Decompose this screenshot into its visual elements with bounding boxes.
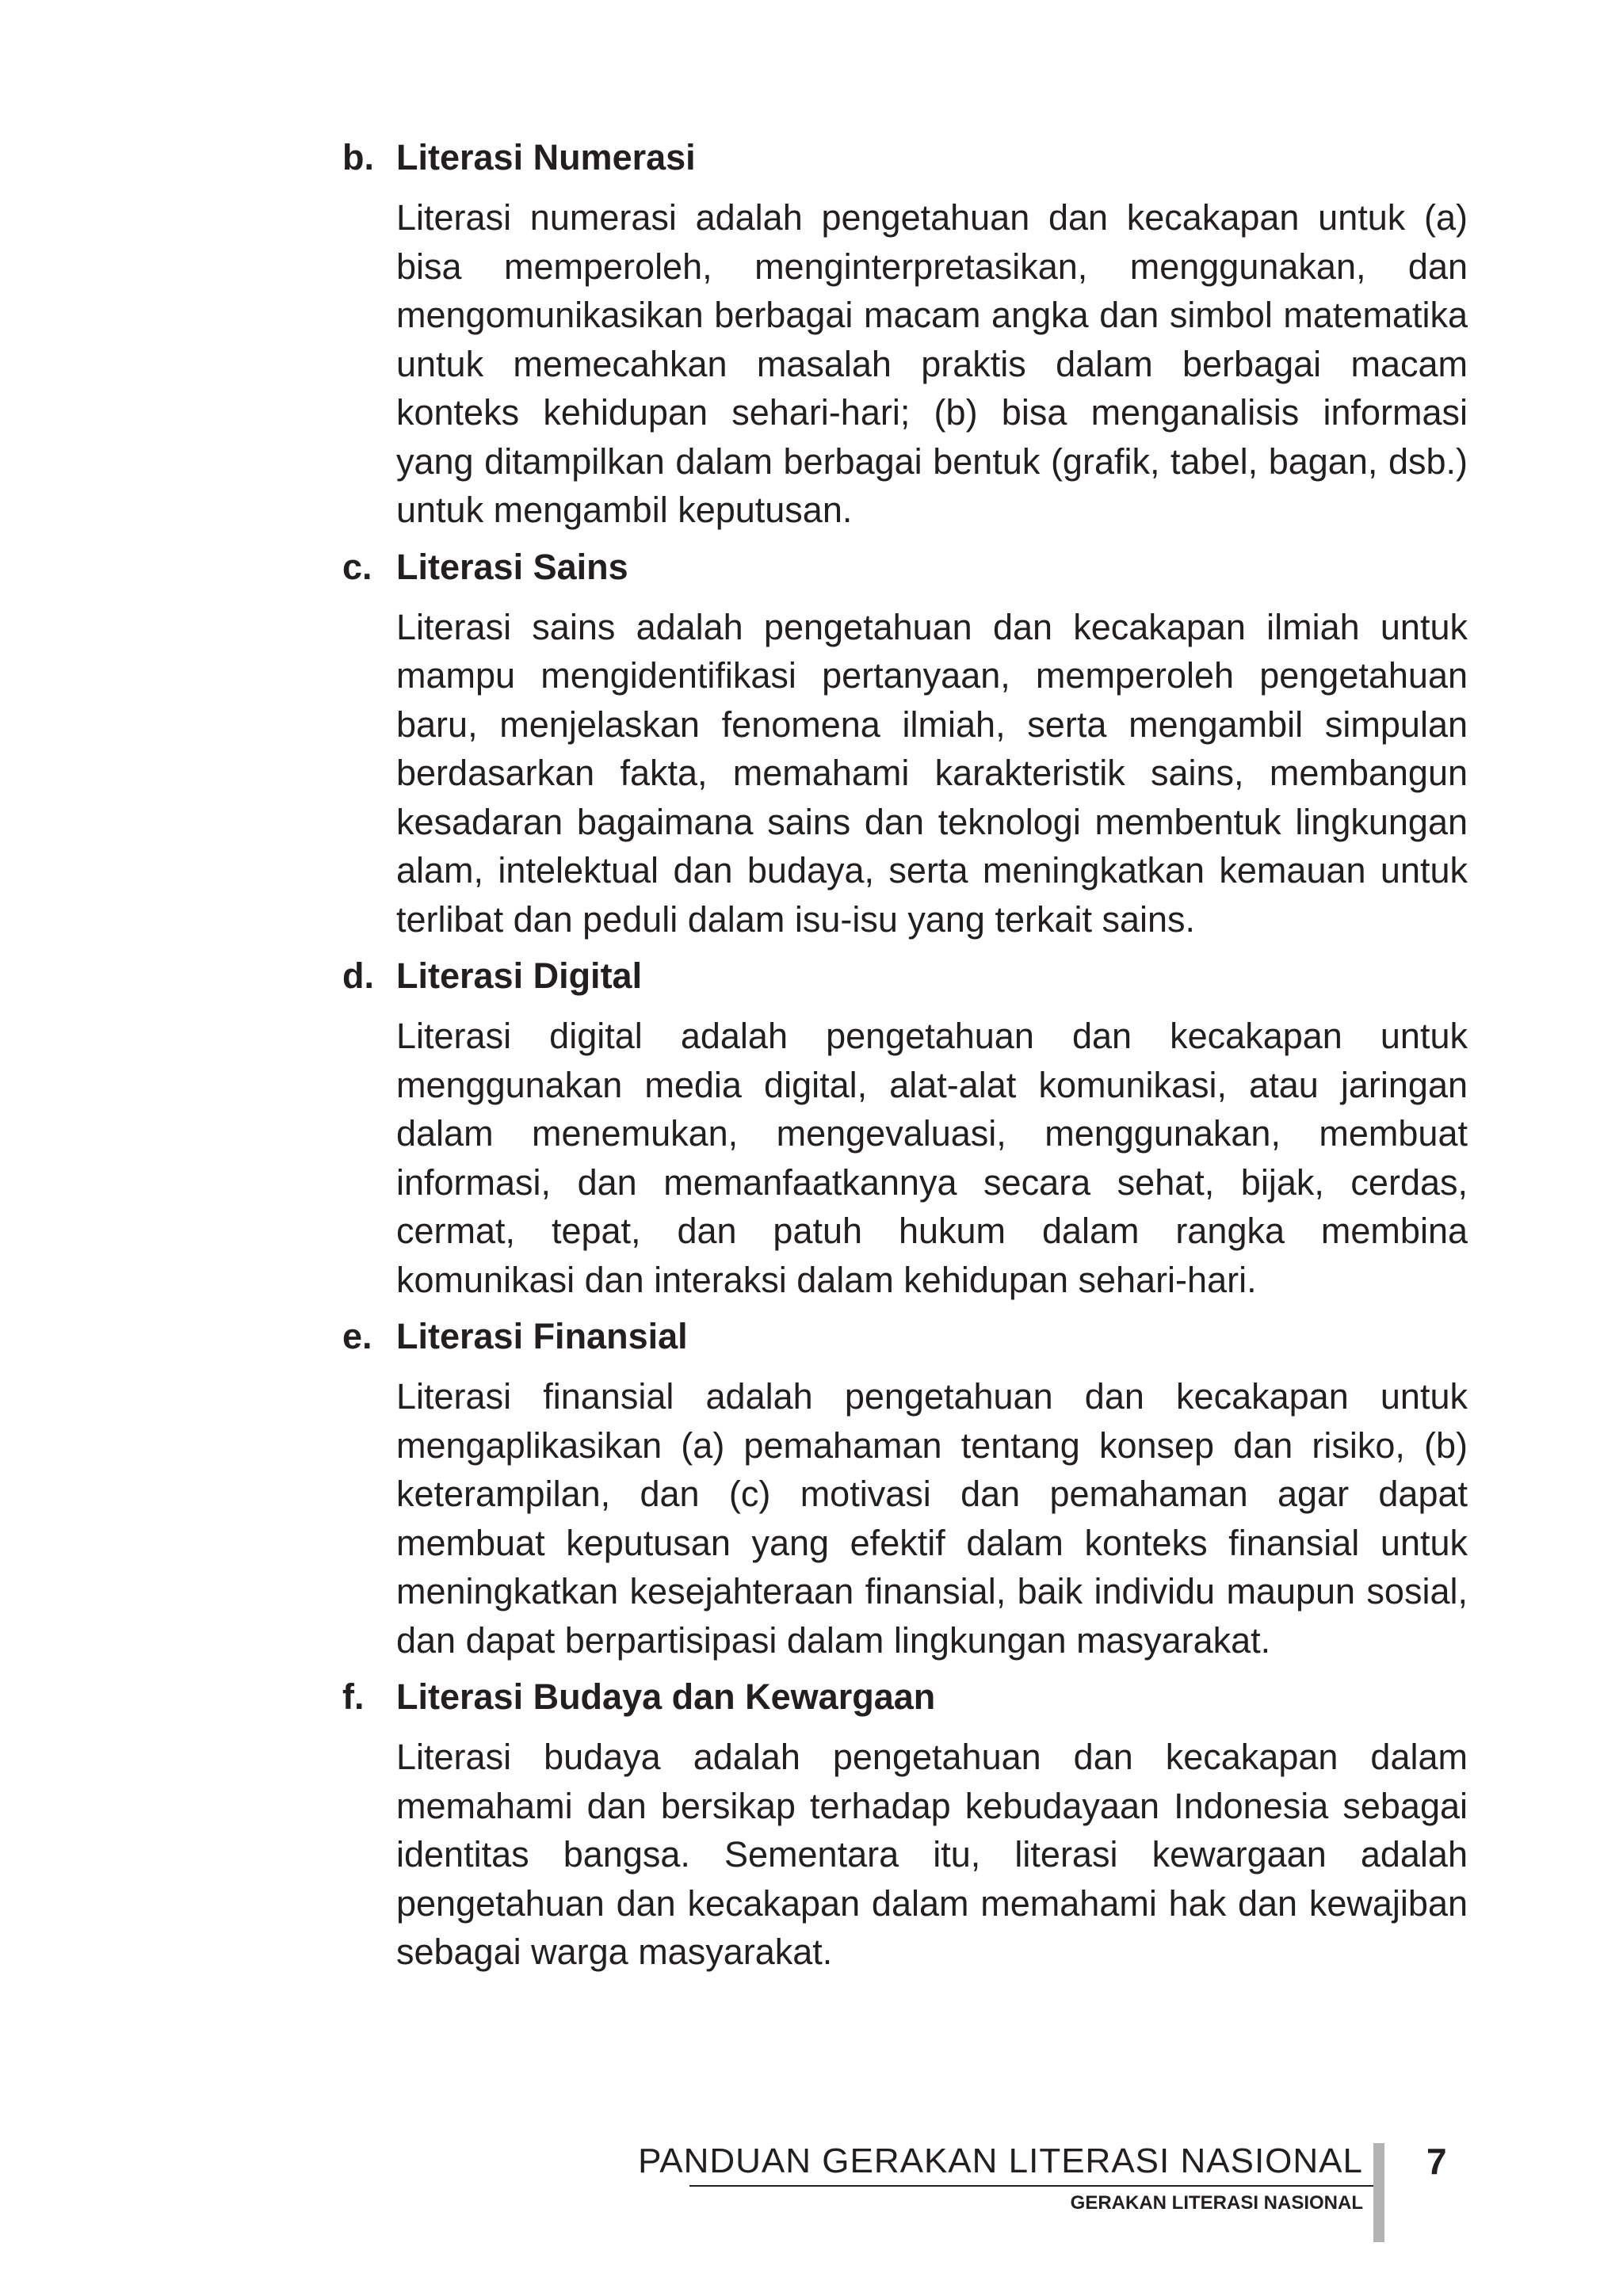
- footer-title: PANDUAN GERAKAN LITERASI NASIONAL: [638, 2142, 1363, 2180]
- section-paragraph: Literasi sains adalah pengetahuan dan kecakapan ilmiah untuk mampu mengidentifikasi pertanyaan, memperoleh pengetahuan baru, menjelaskan fenomena ilmiah, serta mengambil simpulan berdasarkan fakta, memahami karakteristik sains, membangun kesadaran bagaimana sains dan teknologi membentuk lingkungan alam, intelektual dan budaya, serta meningkatkan kemauan untuk terlibat dan peduli dalam isu-isu yang terkait sains.: [396, 606, 1468, 940]
- list-marker: c.: [342, 546, 372, 587]
- section-heading: [342, 952, 1468, 1001]
- section-title: Literasi Budaya dan Kewargaan: [396, 1676, 936, 1717]
- section-paragraph: Literasi finansial adalah pengetahuan dan kecakapan untuk mengaplikasikan (a) pemahaman tentang konsep dan risiko, (b) keterampilan, dan (c) motivasi dan pemahaman agar dapat membuat keputusan yang efektif dalam konteks finansial untuk meningkatkan kesejahteraan finansial, baik individu maupun sosial, dan dapat berpartisipasi dalam lingkungan masyarakat.: [396, 1376, 1468, 1661]
- section-sains: [342, 543, 1468, 944]
- section-heading: [342, 1312, 1468, 1361]
- section-heading: [342, 543, 1468, 592]
- section-digital: [342, 952, 1468, 1304]
- section-paragraph: Literasi numerasi adalah pengetahuan dan kecakapan untuk (a) bisa memperoleh, menginterpretasikan, menggunakan, dan mengomunikasikan berbagai macam angka dan simbol matematika untuk memecahkan masalah praktis dalam berbagai macam konteks kehidupan sehari-hari; (b) bisa menganalisis informasi yang ditampilkan dalam berbagai bentuk (grafik, tabel, bagan, dsb.) untuk mengambil keputusan.: [396, 197, 1468, 530]
- section-heading: [342, 133, 1468, 182]
- section-paragraph: Literasi budaya adalah pengetahuan dan kecakapan dalam memahami dan bersikap terhadap kebudayaan Indonesia sebagai identitas bangsa. Sementara itu, literasi kewargaan adalah pengetahuan dan kecakapan dalam memahami hak dan kewajiban sebagai warga masyarakat.: [396, 1737, 1468, 1972]
- list-marker: e.: [342, 1316, 372, 1356]
- section-title: Literasi Numerasi: [396, 137, 696, 177]
- section-title: Literasi Sains: [396, 546, 628, 587]
- footer-subtitle: GERAKAN LITERASI NASIONAL: [1070, 2192, 1363, 2214]
- section-title: Literasi Finansial: [396, 1316, 688, 1356]
- list-marker: f.: [342, 1676, 365, 1717]
- section-title: Literasi Digital: [396, 955, 643, 996]
- list-marker: d.: [342, 955, 374, 996]
- section-budaya-kewargaan: [342, 1672, 1468, 1977]
- section-finansial: [342, 1312, 1468, 1665]
- section-numerasi: [342, 133, 1468, 535]
- footer-divider: [689, 2185, 1377, 2187]
- footer-vertical-bar: [1373, 2143, 1384, 2242]
- page-number: 7: [1426, 2141, 1447, 2182]
- document-body: [342, 133, 1468, 1977]
- list-marker: b.: [342, 137, 374, 177]
- section-heading: [342, 1672, 1468, 1722]
- section-paragraph: Literasi digital adalah pengetahuan dan kecakapan untuk menggunakan media digital, alat-alat komunikasi, atau jaringan dalam menemukan, mengevaluasi, menggunakan, membuat informasi, dan memanfaatkannya secara sehat, bijak, cerdas, cermat, tepat, dan patuh hukum dalam rangka membina komunikasi dan interaksi dalam kehidupan sehari-hari.: [396, 1016, 1468, 1300]
